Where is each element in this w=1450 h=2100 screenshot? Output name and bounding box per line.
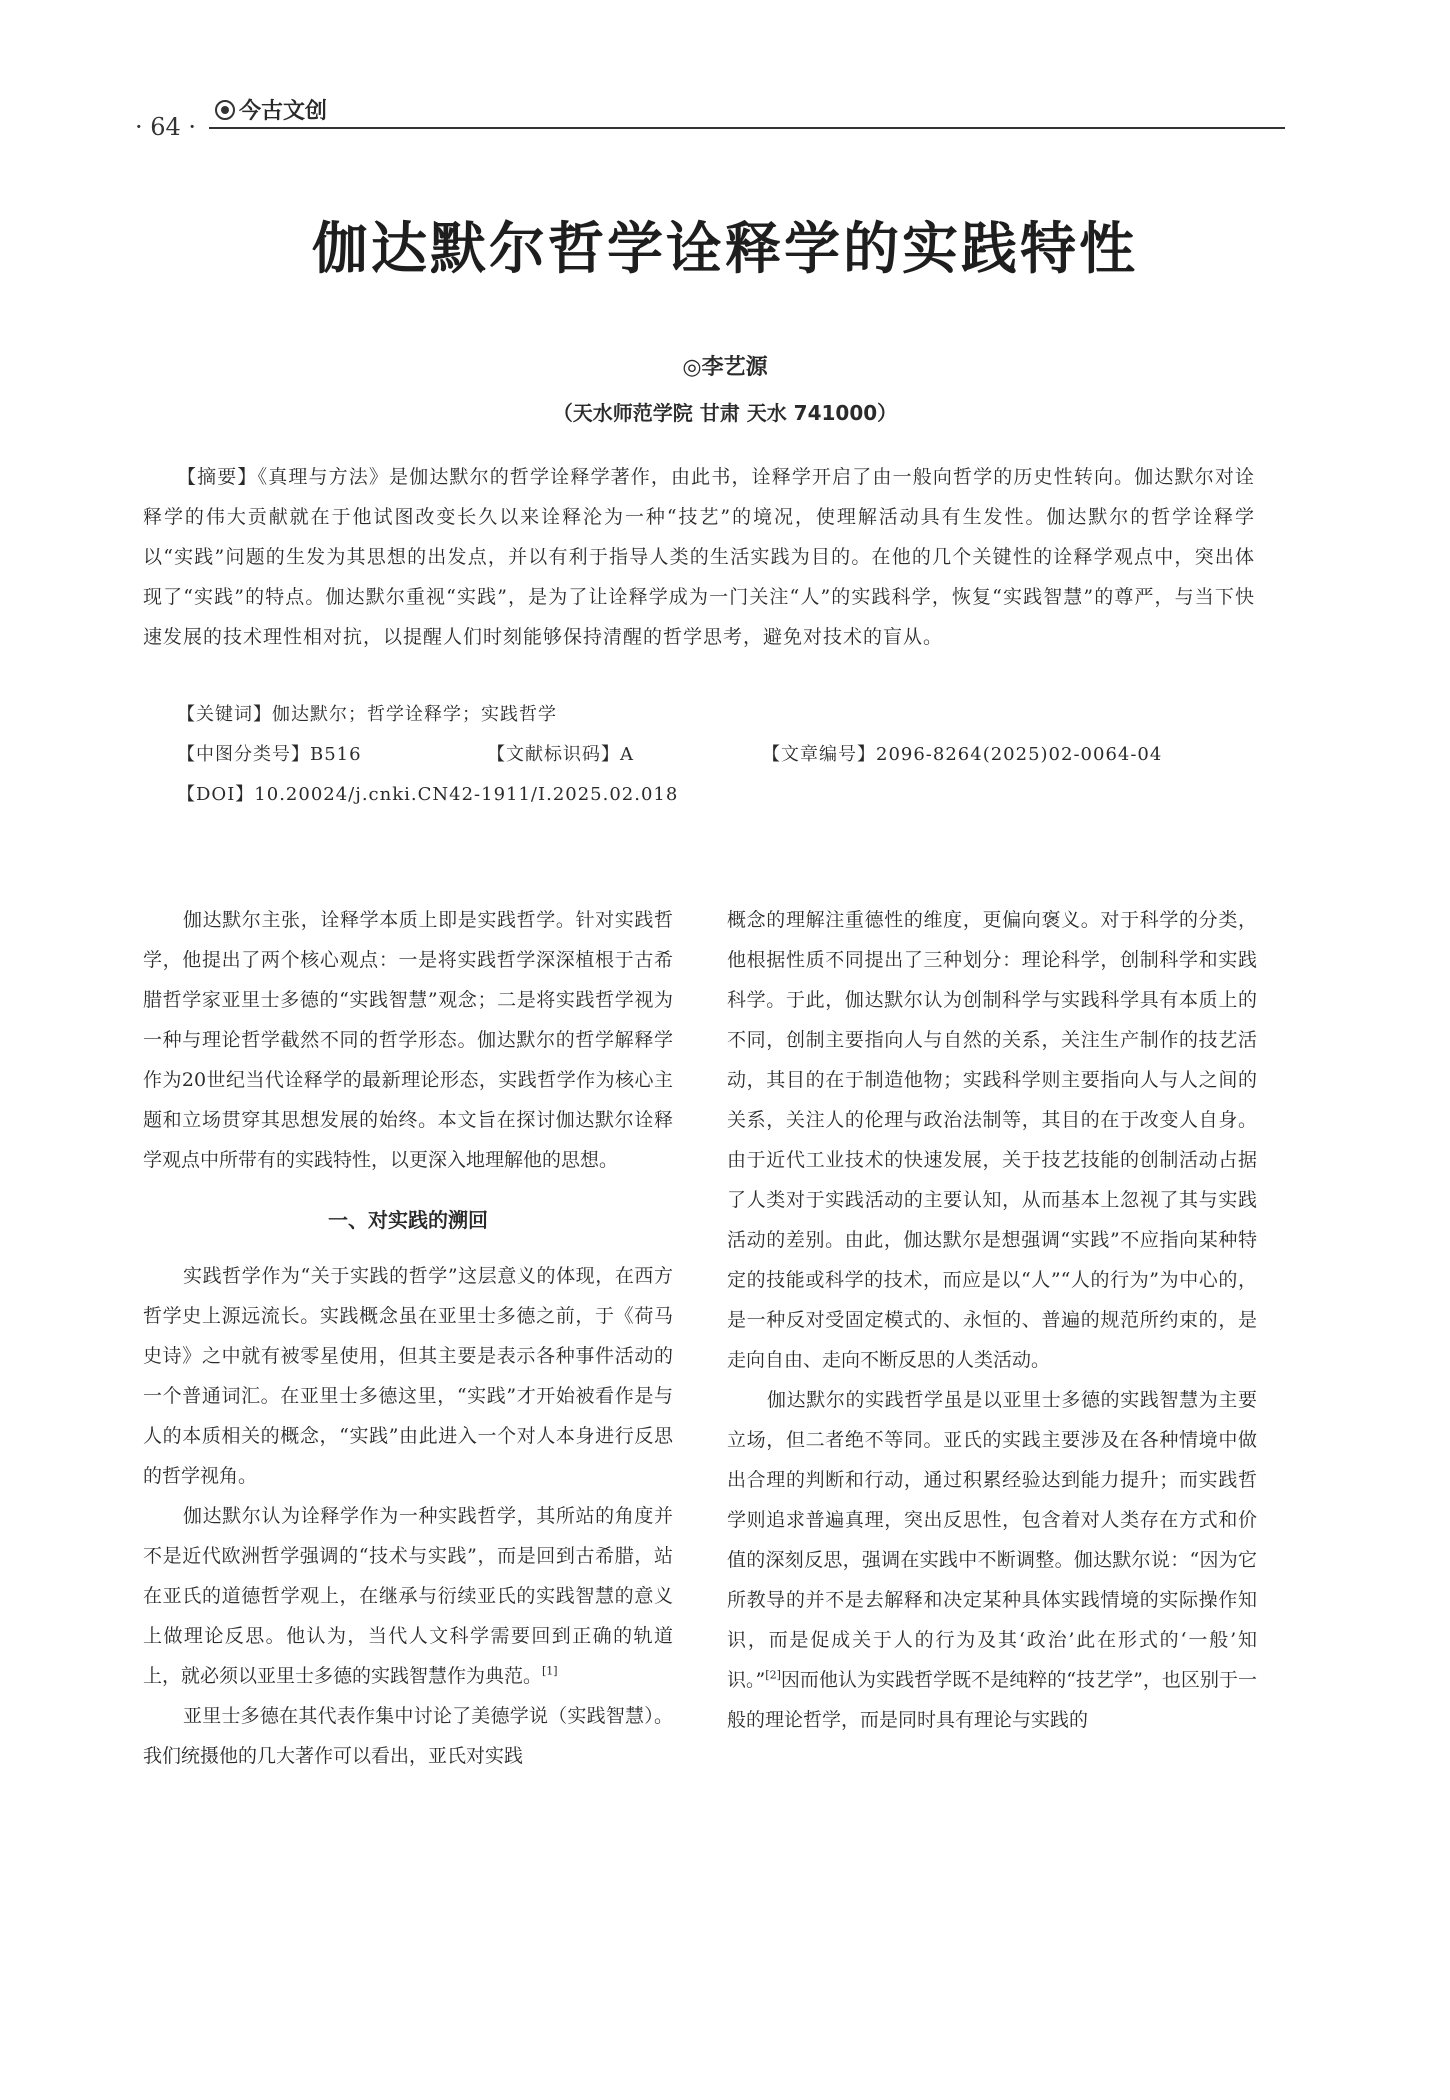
clc-number: 【中图分类号】B516 <box>177 744 362 765</box>
paragraph-text: 伽达默尔认为诠释学作为一种实践哲学，其所站的角度并不是近代欧洲哲学强调的“技术与实践”，而是回到古希腊，站在亚氏的道德哲学观上，在继承与衍续亚氏的实践智慧的意义上做理论反思。他认为，当代人文科学需要回到正确的轨道上，就必须以亚里士多德的实践智慧作为典范。 <box>143 1505 673 1687</box>
journal-logo-icon <box>215 100 235 120</box>
body-paragraph: 伽达默尔主张，诠释学本质上即是实践哲学。针对实践哲学，他提出了两个核心观点：一是将实践哲学深深植根于古希腊哲学家亚里士多德的“实践智慧”观念；二是将实践哲学视为一种与理论哲学截然不同的哲学形态。伽达默尔的哲学解释学作为20世纪当代诠释学的最新理论形态，实践哲学作为核心主题和立场贯穿其思想发展的始终。本文旨在探讨伽达默尔诠释学观点中所带有的实践特性，以更深入地理解他的思想。 <box>143 909 673 1171</box>
body-column-left <box>143 900 673 1776</box>
paragraph-text: 因而他认为实践哲学既不是纯粹的“技艺学”，也区别于一般的理论哲学，而是同时具有理论与实践的 <box>727 1669 1257 1731</box>
body-paragraph: 概念的理解注重德性的维度，更偏向褒义。对于科学的分类，他根据性质不同提出了三种划分：理论科学，创制科学和实践科学。于此，伽达默尔认为创制科学与实践科学具有本质上的不同，创制主要指向人与自然的关系，关注生产制作的技艺活动，其目的在于制造他物；实践科学则主要指向人与人之间的关系，关注人的伦理与政治法制等，其目的在于改变人自身。由于近代工业技术的快速发展，关于技艺技能的创制活动占据了人类对于实践活动的主要认知，从而基本上忽视了其与实践活动的差别。由此，伽达默尔是想强调“实践”不应指向某种特定的技能或科学的技术，而应是以“人”“人的行为”为中心的，是一种反对受固定模式的、永恒的、普遍的规范所约束的，是走向自由、走向不断反思的人类活动。 <box>727 909 1257 1371</box>
doi: 【DOI】10.20024/j.cnki.CN42-1911/I.2025.02.018 <box>177 784 679 805</box>
paragraph-text: 伽达默尔的实践哲学虽是以亚里士多德的实践智慧为主要立场，但二者绝不等同。亚氏的实践主要涉及在各种情境中做出合理的判断和行动，通过积累经验达到能力提升；而实践哲学则追求普遍真理，突出反思性，包含着对人类存在方式和价值的深刻反思，强调在实践中不断调整。伽达默尔说：“因为它所教导的并不是去解释和决定某种具体实践情境的实际操作知识，而是促成关于人的行为及其‘政治’此在形式的‘一般’知识。” <box>727 1389 1257 1691</box>
affiliation: （天水师范学院 甘肃 天水 741000） <box>552 401 898 425</box>
journal-name-text: 今古文创 <box>239 99 328 124</box>
citation-ref: [1] <box>542 1664 558 1678</box>
header-rule <box>209 127 1285 129</box>
body-paragraph: 亚里士多德在其代表作集中讨论了美德学说（实践智慧）。我们统摄他的几大著作可以看出，亚氏对实践 <box>143 1705 673 1767</box>
author: ◎李艺源 <box>682 355 768 380</box>
abstract <box>143 457 1255 657</box>
citation-ref: [2] <box>765 1668 781 1682</box>
body-paragraph: 实践哲学作为“关于实践的哲学”这层意义的体现，在西方哲学史上源远流长。实践概念虽在亚里士多德之前，于《荷马史诗》之中就有被零星使用，但其主要是表示各种事件活动的一个普通词汇。在亚里士多德这里，“实践”才开始被看作是与人的本质相关的概念，“实践”由此进入一个对人本身进行反思的哲学视角。 <box>143 1265 673 1487</box>
body-paragraph <box>143 1496 673 1696</box>
body-column-right <box>727 900 1257 1740</box>
article-id: 【文章编号】2096-8264(2025)02-0064-04 <box>762 744 1163 765</box>
section-heading: 一、对实践的溯回 <box>328 1208 488 1232</box>
document-code: 【文献标识码】A <box>487 744 634 765</box>
keywords: 【关键词】伽达默尔；哲学诠释学；实践哲学 <box>177 704 557 725</box>
running-header <box>135 96 1285 140</box>
page-number: · 64 · <box>135 113 197 141</box>
journal-name <box>215 94 327 125</box>
body-paragraph <box>727 1380 1257 1740</box>
article-title: 伽达默尔哲学诠释学的实践特性 <box>312 217 1138 282</box>
abstract-text: 【摘要】《真理与方法》是伽达默尔的哲学诠释学著作，由此书，诠释学开启了由一般向哲学的历史性转向。伽达默尔对诠释学的伟大贡献就在于他试图改变长久以来诠释沦为一种“技艺”的境况，使理解活动具有生发性。伽达默尔的哲学诠释学以“实践”问题的生发为其思想的出发点，并以有利于指导人类的生活实践为目的。在他的几个关键性的诠释学观点中，突出体现了“实践”的特点。伽达默尔重视“实践”，是为了让诠释学成为一门关注“人”的实践科学，恢复“实践智慧”的尊严，与当下快速发展的技术理性相对抗，以提醒人们时刻能够保持清醒的哲学思考，避免对技术的盲从。 <box>143 466 1255 648</box>
